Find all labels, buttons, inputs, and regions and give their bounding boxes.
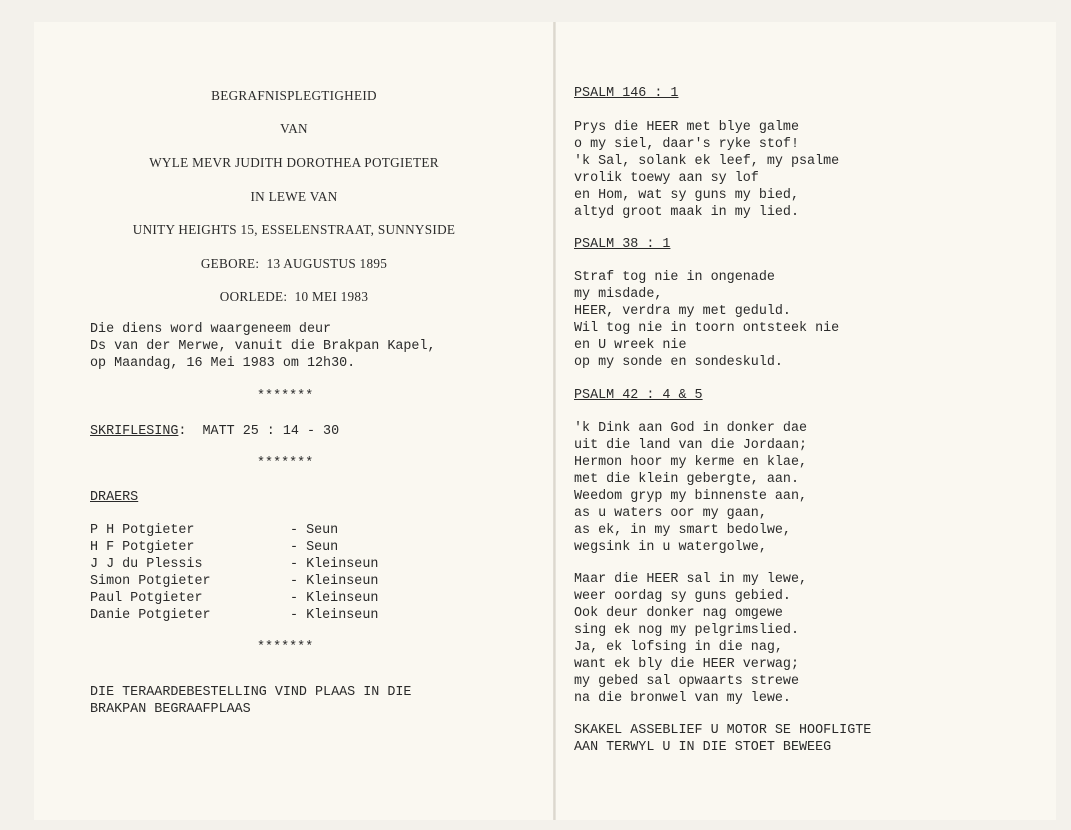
psalm-line: altyd groot maak in my lied. [574, 205, 799, 220]
psalm-line: en Hom, wat sy guns my bied, [574, 188, 799, 203]
psalm-line: Straf tog nie in ongenade [574, 270, 775, 285]
born-label: GEBORE: [200, 256, 260, 271]
psalm-line: uit die land van die Jordaan; [574, 438, 808, 453]
service-line: Ds van der Merwe, vanuit die Brakpan Kapel, [90, 339, 436, 354]
bearer-relation: - Kleinseun [290, 608, 379, 623]
psalm-heading: PSALM 146 : 1 [574, 86, 679, 101]
reading-reference: MATT 25 : 14 - 30 [202, 424, 340, 439]
van-line: VAN [280, 121, 308, 136]
psalm-line: na die bronwel van my lewe. [574, 691, 791, 706]
psalm-heading: PSALM 38 : 1 [574, 237, 671, 252]
separator: ******* [257, 456, 314, 471]
in-lewe-van-line: IN LEWE VAN [250, 189, 338, 204]
bearer-relation: - Kleinseun [290, 574, 379, 589]
bearers-heading: DRAERS [90, 490, 139, 505]
died-line [34, 288, 554, 305]
burial-line: DIE TERAARDEBESTELLING VIND PLAAS IN DIE [90, 685, 412, 700]
bearer-name: Simon Potgieter [90, 574, 211, 589]
psalm-line: Weedom gryp my binnenste aan, [574, 489, 808, 504]
bearer-relation: - Seun [290, 523, 339, 538]
service-line: op Maandag, 16 Mei 1983 om 12h30. [90, 356, 356, 371]
died-date: 10 MEI 1983 [294, 289, 369, 304]
psalm-line: wegsink in u watergolwe, [574, 540, 767, 555]
psalm-line: 'k Dink aan God in donker dae [574, 421, 808, 436]
bearer-relation: - Seun [290, 540, 339, 555]
deceased-name: WYLE MEVR JUDITH DOROTHEA POTGIETER [149, 155, 439, 170]
psalm-line: as ek, in my smart bedolwe, [574, 523, 791, 538]
psalm-line: my misdade, [574, 287, 663, 302]
notice-line: SKAKEL ASSEBLIEF U MOTOR SE HOOFLIGTE [574, 723, 872, 738]
psalm-line: as u waters oor my gaan, [574, 506, 767, 521]
program-title: BEGRAFNISPLEGTIGHEID [211, 88, 377, 103]
psalm-line: vrolik toewy aan sy lof [574, 171, 759, 186]
psalm-line: HEER, verdra my met geduld. [574, 304, 791, 319]
psalm-heading: PSALM 42 : 4 & 5 [574, 388, 703, 403]
notice-line: AAN TERWYL U IN DIE STOET BEWEEG [574, 740, 832, 755]
bearer-name: J J du Plessis [90, 557, 203, 572]
right-page [556, 22, 1056, 820]
psalm-line: want ek bly die HEER verwag; [574, 657, 799, 672]
psalm-line: Ja, ek lofsing in die nag, [574, 640, 783, 655]
died-label: OORLEDE: [219, 289, 288, 304]
left-page [34, 22, 554, 820]
reading-line: SKRIFLESING: MATT 25 : 14 - 30 [90, 424, 340, 439]
service-line: Die diens word waargeneem deur [90, 322, 332, 337]
bearer-relation: - Kleinseun [290, 557, 379, 572]
psalm-line: weer oordag sy guns gebied. [574, 589, 791, 604]
psalm-line: en U wreek nie [574, 338, 687, 353]
separator: ******* [257, 389, 314, 404]
psalm-line: Ook deur donker nag omgewe [574, 606, 783, 621]
psalm-line: my gebed sal opwaarts strewe [574, 674, 799, 689]
psalm-line: Hermon hoor my kerme en klae, [574, 455, 808, 470]
reading-label: SKRIFLESING [90, 424, 179, 439]
psalm-line: 'k Sal, solank ek leef, my psalme [574, 154, 840, 169]
bearer-name: Danie Potgieter [90, 608, 211, 623]
bearer-relation: - Kleinseun [290, 591, 379, 606]
born-date: 13 AUGUSTUS 1895 [266, 256, 388, 271]
separator: ******* [257, 640, 314, 655]
psalm-line: o my siel, daar's ryke stof! [574, 137, 799, 152]
bearer-name: P H Potgieter [90, 523, 195, 538]
bearer-name: H F Potgieter [90, 540, 195, 555]
burial-line: BRAKPAN BEGRAAFPLAAS [90, 702, 251, 717]
bearer-name: Paul Potgieter [90, 591, 203, 606]
born-line [34, 255, 554, 272]
psalm-line: op my sonde en sondeskuld. [574, 355, 783, 370]
address-line: UNITY HEIGHTS 15, ESSELENSTRAAT, SUNNYSIDE [132, 222, 456, 237]
psalm-line: Maar die HEER sal in my lewe, [574, 572, 808, 587]
psalm-line: Prys die HEER met blye galme [574, 120, 799, 135]
psalm-line: Wil tog nie in toorn ontsteek nie [574, 321, 840, 336]
psalm-line: met die klein gebergte, aan. [574, 472, 799, 487]
psalm-line: sing ek nog my pelgrimslied. [574, 623, 799, 638]
